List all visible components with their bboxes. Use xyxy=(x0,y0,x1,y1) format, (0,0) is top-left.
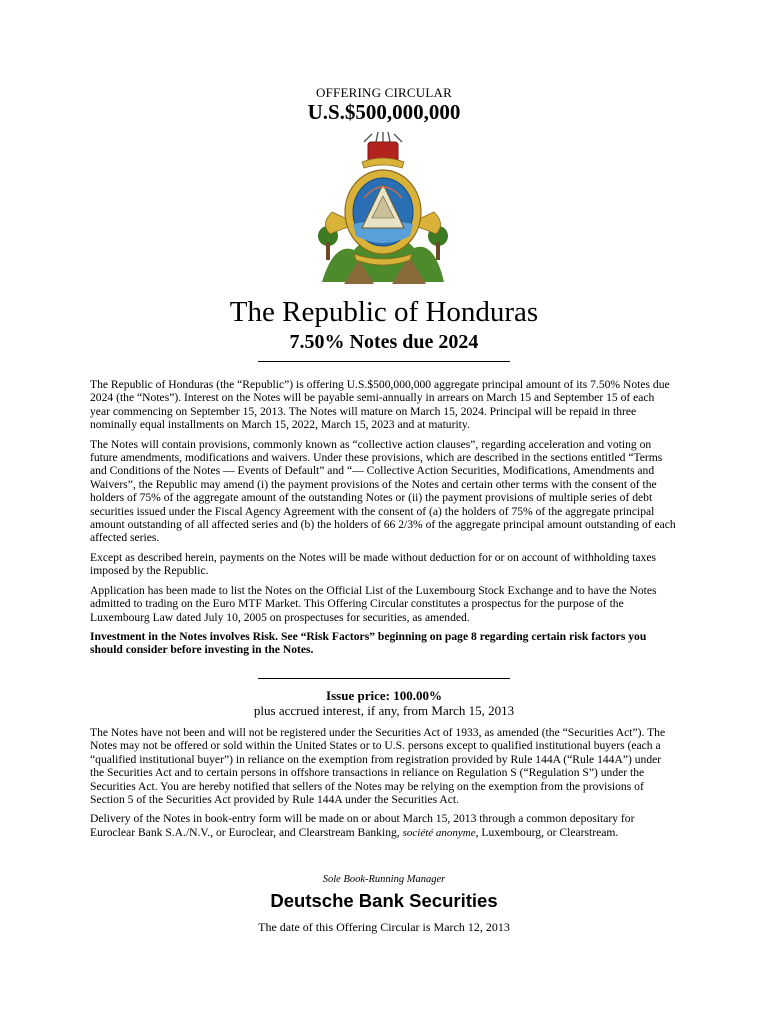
securities-body xyxy=(90,726,676,846)
intro-body xyxy=(90,378,676,663)
paragraph-risk-warning: Investment in the Notes involves Risk. See “Risk Factors” beginning on page 8 regarding certain risk factors you should consider before investing in the Notes. xyxy=(90,629,647,657)
paragraph-withholding: Except as described herein, payments on the Notes will be made without deduction for or on account of withholding taxes imposed by the Republic. xyxy=(90,550,657,578)
circular-date: The date of this Offering Circular is March 12, 2013 xyxy=(258,920,510,934)
document-title: The Republic of Honduras xyxy=(229,296,539,328)
delivery-text-end: , Luxembourg, or Clearstream. xyxy=(475,825,619,839)
paragraph-offering: The Republic of Honduras (the “Republic”) is offering U.S.$500,000,000 aggregate principal amount of its 7.50% Notes due 2024 (the “Notes”). Interest on the Notes will be payable semi-annually in arrears on March 15 and September 15 of each year commencing on September 15, 2013. The Notes will mature on March 15, 2024. Principal will be repaid in three nominally equal installments on March 15, 2022, March 15, 2023 and at maturity. xyxy=(90,378,670,432)
coat-of-arms-emblem xyxy=(314,132,452,292)
paragraph-securities-act: The Notes have not been and will not be registered under the Securities Act of 1933, as amended (the “Securities Act”). The Notes may not be offered or sold within the United States or to U.S. persons except to qualified institutional buyers (each a “qualified institutional buyer”) in reliance on the exemption from registration provided by Rule 144A (“Rule 144A”) under the Securities Act and to certain persons in offshore transactions in reliance on Regulation S (“Regulation S”) under the Securities Act. You are hereby notified that sellers of the Notes may be relying on the exemption from the provisions of Section 5 of the Securities Act provided by Rule 144A under the Securities Act. xyxy=(90,726,666,807)
paragraph-listing: Application has been made to list the Notes on the Official List of the Luxembourg Stock Exchange and to have the Notes admitted to trading on the Euro MTF Market. This Offering Circular constitutes a prospectus for the purpose of the Luxembourg Law dated July 10, 2005 on prospectuses for securities, as amended. xyxy=(90,583,657,624)
document-subtitle: 7.50% Notes due 2024 xyxy=(289,331,479,353)
offering-amount: U.S.$500,000,000 xyxy=(307,100,461,124)
paragraph-collective-action: The Notes will contain provisions, commonly known as “collective action clauses”, regarding acceleration and voting on future amendments, modifications and waivers. Under these provisions, which are described in the sections entitled “Terms and Conditions of the Notes — Events of Default” and “— Collective Action Securities, Modifications, Amendments and Waivers”, the Republic may amend (i) the payment provisions of the Notes and certain other terms with the consent of the holders of 75% of the aggregate amount of the outstanding Notes or (ii) the payment provisions of multiple series of debt securities issued under the Fiscal Agency Agreement with the consent of (a) the holders of 75% of the aggregate principal amount outstanding of all affected series and (b) the holders of 66 2/3% of the aggregate principal amount outstanding of each affected series. xyxy=(90,437,676,545)
risk-divider xyxy=(258,678,510,679)
paragraph-delivery xyxy=(90,812,676,840)
issue-price: Issue price: 100.00% xyxy=(326,688,442,703)
delivery-text-italic: société anonyme xyxy=(402,826,476,839)
delivery-text-start: Delivery of the Notes in book-entry form will be made on or about March 15, 2013 through a common depositary for Euroclear Bank S.A./N.V., or Euroclear, and Clearstream Banking, xyxy=(90,812,635,839)
accrued-interest: plus accrued interest, if any, from March 15, 2013 xyxy=(253,703,515,718)
manager-label: Sole Book-Running Manager xyxy=(322,874,446,885)
manager-name: Deutsche Bank Securities xyxy=(270,890,498,911)
arrows-shape xyxy=(364,132,402,142)
title-divider xyxy=(258,361,510,362)
offering-circular-label: OFFERING CIRCULAR xyxy=(316,85,452,100)
